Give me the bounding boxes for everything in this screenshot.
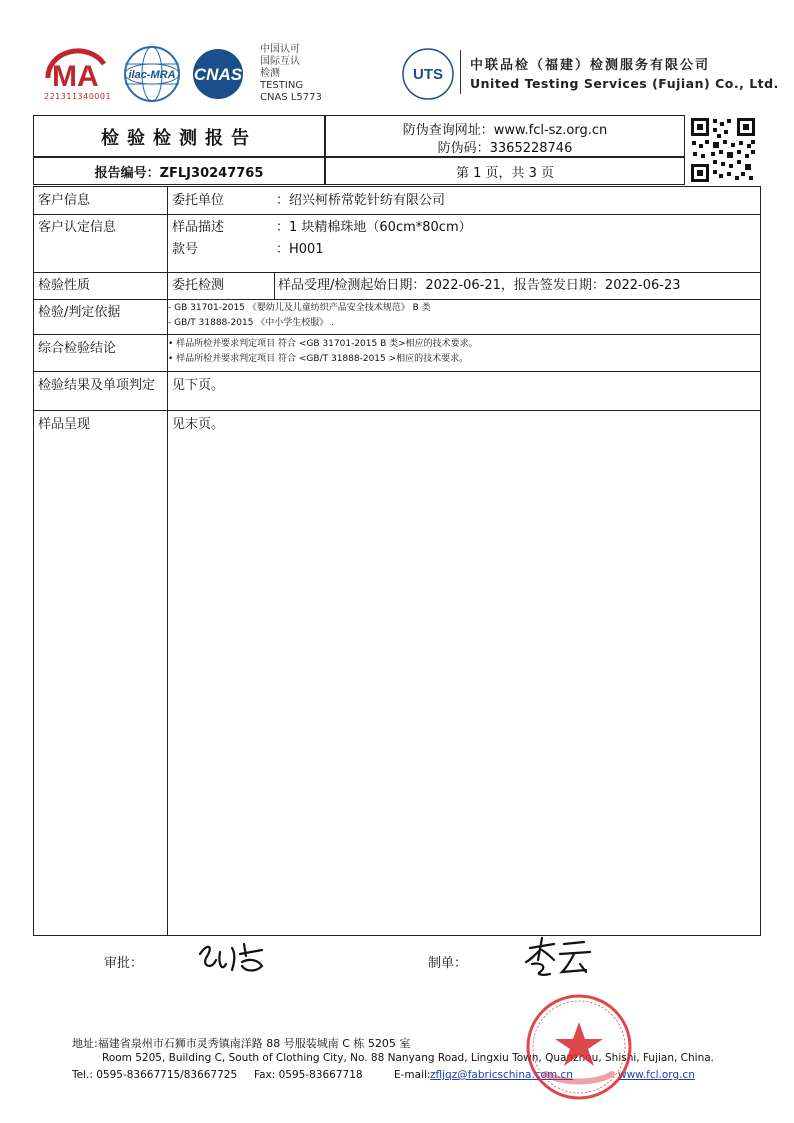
maker-signature	[520, 934, 596, 978]
sample-presentation-label: 样品呈现	[38, 417, 91, 432]
website-link[interactable]: www.fcl.org.cn	[618, 1069, 695, 1081]
basis-item-text: GB/T 31888-2015 《中小学生校服》 .	[174, 318, 335, 328]
client-info-label: 客户信息	[38, 193, 91, 208]
cnas-line: 国际互认	[260, 56, 300, 67]
ilac-mra-logo	[120, 44, 184, 104]
email-link[interactable]: zfljqz@fabricschina.com.cn	[430, 1069, 573, 1081]
basis-label: 检验/判定依据	[38, 305, 121, 320]
cnas-logo	[182, 46, 252, 102]
email-label: E-mail:	[394, 1069, 431, 1081]
cma-number: 221311340001	[44, 92, 112, 101]
conclusion-item-text: 样品所检并要求判定项目 符合 <GB 31701-2015 B 类>相应的技术要求。	[176, 339, 478, 349]
uts-logo-text: UTS	[413, 66, 443, 83]
basis-item: - GB/T 31888-2015 《中小学生校服》 .	[168, 318, 335, 328]
conclusion-label: 综合检验结论	[38, 341, 117, 356]
cnas-line: TESTING	[260, 80, 304, 91]
ilac-logo-text: ilac-MRA	[128, 69, 176, 81]
conclusion-item-text: 样品所检并要求判定项目 符合 <GB/T 31888-2015 >相应的技术要求。	[176, 354, 469, 364]
report-title: 检验检测报告	[101, 128, 257, 149]
cnas-accreditation-text	[260, 44, 340, 104]
nature-label: 检验性质	[38, 278, 91, 293]
qr-code-icon	[689, 116, 757, 184]
company-name-en: United Testing Services (Fujian) Co., Ltd.	[470, 76, 779, 91]
client-unit-value: ：绍兴柯桥常乾针纺有限公司	[276, 193, 446, 208]
report-number: 报告编号：ZFLJ30247765	[94, 166, 264, 181]
report-info-table	[33, 186, 761, 936]
verify-code: 防伪码：3365228746	[437, 141, 573, 156]
basis-item-text: GB 31701-2015 《婴幼儿及儿童纺织产品安全技术规范》 B 类	[174, 303, 431, 313]
client-unit-label: 委托单位	[172, 193, 225, 208]
approver-signature	[192, 934, 282, 980]
result-label: 检验结果及单项判定	[38, 378, 156, 393]
cnas-line: 中国认可	[260, 44, 300, 55]
cnas-logo-text: CNAS	[193, 65, 243, 84]
approver-label: 审批：	[104, 956, 144, 971]
sample-desc-label: 样品描述	[172, 220, 225, 235]
cnas-line: 检测	[260, 68, 280, 79]
uts-logo	[400, 44, 456, 104]
verify-url: 防伪查询网址：www.fcl-sz.org.cn	[402, 123, 608, 138]
report-title-box	[33, 115, 685, 185]
address-en: Room 5205, Building C, South of Clothing City, No. 88 Nanyang Road, Lingxiu Town, Quanzhou, Shishi, Fujian, China.	[102, 1052, 715, 1064]
sample-presentation-value: 见末页。	[172, 417, 225, 432]
company-seal-icon	[524, 992, 634, 1102]
telephone: Tel.: 0595-83667715/83667725	[72, 1069, 238, 1081]
dates-value: 样品受理/检测起始日期：2022-06-21，报告签发日期：2022-06-23	[278, 278, 681, 293]
page-info: 第 1 页，共 3 页	[455, 166, 555, 181]
conclusion-item: • 样品所检并要求判定项目 符合 <GB 31701-2015 B 类>相应的技术要求。	[168, 339, 478, 349]
result-value: 见下页。	[172, 378, 225, 393]
nature-value: 委托检测	[172, 278, 225, 293]
style-no-label: 款号	[172, 242, 199, 257]
company-name-cn: 中联品检（福建）检测服务有限公司	[470, 58, 711, 73]
basis-item: - GB 31701-2015 《婴幼儿及儿童纺织产品安全技术规范》 B 类	[168, 303, 431, 313]
style-no-value: ：H001	[276, 242, 324, 257]
header-divider	[460, 50, 461, 94]
conclusion-item: • 样品所检并要求判定项目 符合 <GB/T 31888-2015 >相应的技术要求。	[168, 354, 469, 364]
sample-desc-value: ：1 块精棉珠地（60cm*80cm）	[276, 220, 472, 235]
address-cn: 地址:福建省泉州市石狮市灵秀镇南洋路 88 号服装城南 C 栋 5205 室	[72, 1037, 411, 1050]
cnas-line: CNAS L5773	[260, 92, 322, 103]
maker-label: 制单：	[428, 956, 468, 971]
identification-label: 客户认定信息	[38, 220, 117, 235]
fax: Fax: 0595-83667718	[254, 1069, 363, 1081]
cma-logo-text: MA	[52, 60, 99, 93]
